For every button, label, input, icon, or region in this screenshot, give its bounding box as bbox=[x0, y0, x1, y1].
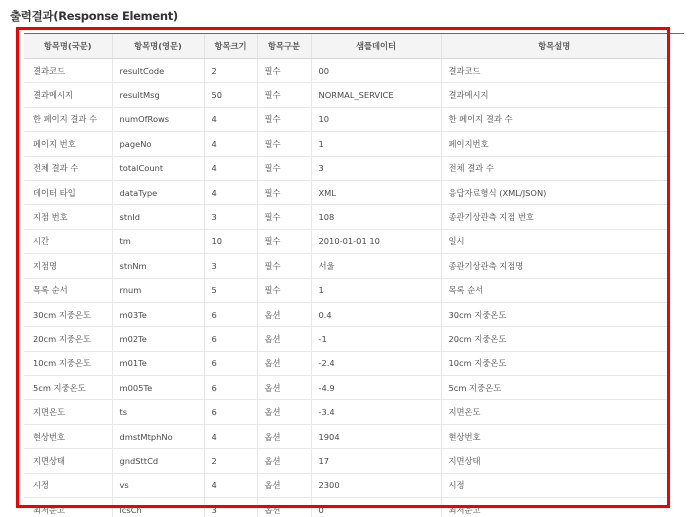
cell-type: 필수 bbox=[257, 132, 311, 156]
cell-type: 필수 bbox=[257, 180, 311, 204]
cell-type: 옵션 bbox=[257, 424, 311, 448]
table-row bbox=[24, 351, 667, 375]
cell-sample: 2300 bbox=[311, 473, 441, 497]
cell-size: 6 bbox=[204, 376, 257, 400]
cell-size: 5 bbox=[204, 278, 257, 302]
table-row bbox=[24, 473, 667, 497]
cell-type: 필수 bbox=[257, 83, 311, 107]
cell-sample: 0 bbox=[311, 498, 441, 517]
cell-type: 옵션 bbox=[257, 351, 311, 375]
cell-name-ko: 시정 bbox=[24, 473, 112, 497]
cell-type: 옵션 bbox=[257, 473, 311, 497]
cell-name-ko: 지면상태 bbox=[24, 449, 112, 473]
cell-type: 옵션 bbox=[257, 376, 311, 400]
cell-type: 필수 bbox=[257, 205, 311, 229]
cell-type: 옵션 bbox=[257, 400, 311, 424]
cell-name-ko: 5cm 지중온도 bbox=[24, 376, 112, 400]
cell-name-ko: 지면온도 bbox=[24, 400, 112, 424]
cell-name-ko: 페이지 번호 bbox=[24, 132, 112, 156]
cell-description: 전체 결과 수 bbox=[441, 156, 667, 180]
table-body bbox=[24, 59, 667, 517]
cell-name-ko: 최저운고 bbox=[24, 498, 112, 517]
cell-name-ko: 한 페이지 결과 수 bbox=[24, 107, 112, 131]
cell-sample: XML bbox=[311, 180, 441, 204]
cell-sample: -4.9 bbox=[311, 376, 441, 400]
cell-size: 2 bbox=[204, 59, 257, 83]
cell-name-en: m01Te bbox=[112, 351, 204, 375]
header-size: 항목크기 bbox=[204, 34, 257, 59]
cell-size: 6 bbox=[204, 400, 257, 424]
cell-sample: 서울 bbox=[311, 254, 441, 278]
table-row bbox=[24, 156, 667, 180]
cell-sample: -3.4 bbox=[311, 400, 441, 424]
cell-description: 목록 순서 bbox=[441, 278, 667, 302]
cell-name-en: m03Te bbox=[112, 302, 204, 326]
cell-description: 20cm 지중온도 bbox=[441, 327, 667, 351]
cell-sample: 1 bbox=[311, 132, 441, 156]
table-row bbox=[24, 83, 667, 107]
cell-description: 결과메시지 bbox=[441, 83, 667, 107]
cell-name-ko: 전체 결과 수 bbox=[24, 156, 112, 180]
cell-sample: 3 bbox=[311, 156, 441, 180]
cell-size: 4 bbox=[204, 107, 257, 131]
table-row bbox=[24, 376, 667, 400]
header-description: 항목설명 bbox=[441, 34, 667, 59]
cell-name-en: m02Te bbox=[112, 327, 204, 351]
cell-size: 4 bbox=[204, 132, 257, 156]
response-element-table bbox=[24, 34, 667, 517]
cell-description: 종관기상관측 지점 번호 bbox=[441, 205, 667, 229]
cell-name-ko: 결과메시지 bbox=[24, 83, 112, 107]
cell-description: 한 페이지 결과 수 bbox=[441, 107, 667, 131]
cell-name-en: stnNm bbox=[112, 254, 204, 278]
cell-description: 일시 bbox=[441, 229, 667, 253]
cell-name-en: pageNo bbox=[112, 132, 204, 156]
cell-name-en: gndSttCd bbox=[112, 449, 204, 473]
cell-size: 6 bbox=[204, 302, 257, 326]
cell-sample: 1 bbox=[311, 278, 441, 302]
header-name-en: 항목명(영문) bbox=[112, 34, 204, 59]
header-sample: 샘플데이터 bbox=[311, 34, 441, 59]
cell-size: 10 bbox=[204, 229, 257, 253]
cell-name-en: ts bbox=[112, 400, 204, 424]
cell-type: 옵션 bbox=[257, 449, 311, 473]
cell-sample: 10 bbox=[311, 107, 441, 131]
cell-size: 6 bbox=[204, 327, 257, 351]
table-row bbox=[24, 327, 667, 351]
table-row bbox=[24, 59, 667, 83]
cell-name-ko: 지점명 bbox=[24, 254, 112, 278]
cell-name-en: vs bbox=[112, 473, 204, 497]
cell-type: 필수 bbox=[257, 59, 311, 83]
cell-name-en: m005Te bbox=[112, 376, 204, 400]
cell-sample: 108 bbox=[311, 205, 441, 229]
cell-name-ko: 목록 순서 bbox=[24, 278, 112, 302]
cell-name-ko: 30cm 지중온도 bbox=[24, 302, 112, 326]
cell-description: 지면온도 bbox=[441, 400, 667, 424]
cell-name-ko: 현상번호 bbox=[24, 424, 112, 448]
cell-name-ko: 데이터 타입 bbox=[24, 180, 112, 204]
table-row bbox=[24, 302, 667, 326]
cell-sample: 2010-01-01 10 bbox=[311, 229, 441, 253]
table-row bbox=[24, 449, 667, 473]
cell-name-ko: 시간 bbox=[24, 229, 112, 253]
table-row bbox=[24, 180, 667, 204]
cell-description: 시정 bbox=[441, 473, 667, 497]
cell-type: 필수 bbox=[257, 254, 311, 278]
cell-size: 50 bbox=[204, 83, 257, 107]
cell-description: 응답자료형식 (XML/JSON) bbox=[441, 180, 667, 204]
table-header-row bbox=[24, 34, 667, 59]
cell-size: 3 bbox=[204, 254, 257, 278]
cell-size: 3 bbox=[204, 498, 257, 517]
cell-name-ko: 지점 번호 bbox=[24, 205, 112, 229]
table-row bbox=[24, 132, 667, 156]
cell-sample: 1904 bbox=[311, 424, 441, 448]
cell-sample: -1 bbox=[311, 327, 441, 351]
cell-description: 30cm 지중온도 bbox=[441, 302, 667, 326]
cell-sample: 00 bbox=[311, 59, 441, 83]
cell-description: 종관기상관측 지점명 bbox=[441, 254, 667, 278]
cell-size: 4 bbox=[204, 180, 257, 204]
table-row bbox=[24, 107, 667, 131]
table-row bbox=[24, 278, 667, 302]
section-title: 출력결과(Response Element) bbox=[10, 9, 178, 23]
table-row bbox=[24, 400, 667, 424]
cell-size: 4 bbox=[204, 424, 257, 448]
cell-name-en: dataType bbox=[112, 180, 204, 204]
table-row bbox=[24, 254, 667, 278]
cell-type: 필수 bbox=[257, 229, 311, 253]
cell-type: 필수 bbox=[257, 156, 311, 180]
cell-name-en: resultCode bbox=[112, 59, 204, 83]
cell-sample: 17 bbox=[311, 449, 441, 473]
response-element-table-container bbox=[24, 34, 667, 517]
cell-description: 페이지번호 bbox=[441, 132, 667, 156]
cell-type: 옵션 bbox=[257, 327, 311, 351]
cell-name-en: resultMsg bbox=[112, 83, 204, 107]
cell-description: 5cm 지중온도 bbox=[441, 376, 667, 400]
cell-description: 결과코드 bbox=[441, 59, 667, 83]
cell-name-en: lcsCh bbox=[112, 498, 204, 517]
cell-size: 2 bbox=[204, 449, 257, 473]
cell-sample: NORMAL_SERVICE bbox=[311, 83, 441, 107]
cell-size: 4 bbox=[204, 473, 257, 497]
cell-sample: -2.4 bbox=[311, 351, 441, 375]
cell-name-en: dmstMtphNo bbox=[112, 424, 204, 448]
table-row bbox=[24, 205, 667, 229]
cell-size: 3 bbox=[204, 205, 257, 229]
cell-name-en: tm bbox=[112, 229, 204, 253]
table-row bbox=[24, 498, 667, 517]
table-row bbox=[24, 424, 667, 448]
cell-description: 지면상태 bbox=[441, 449, 667, 473]
cell-size: 6 bbox=[204, 351, 257, 375]
cell-name-ko: 10cm 지중온도 bbox=[24, 351, 112, 375]
cell-type: 옵션 bbox=[257, 498, 311, 517]
table-row bbox=[24, 229, 667, 253]
cell-description: 현상번호 bbox=[441, 424, 667, 448]
cell-description: 최저운고 bbox=[441, 498, 667, 517]
cell-name-en: stnId bbox=[112, 205, 204, 229]
cell-type: 옵션 bbox=[257, 302, 311, 326]
cell-name-ko: 20cm 지중온도 bbox=[24, 327, 112, 351]
cell-type: 필수 bbox=[257, 278, 311, 302]
cell-name-en: numOfRows bbox=[112, 107, 204, 131]
cell-sample: 0.4 bbox=[311, 302, 441, 326]
cell-name-en: rnum bbox=[112, 278, 204, 302]
cell-name-ko: 결과코드 bbox=[24, 59, 112, 83]
header-name-ko: 항목명(국문) bbox=[24, 34, 112, 59]
cell-size: 4 bbox=[204, 156, 257, 180]
cell-name-en: totalCount bbox=[112, 156, 204, 180]
cell-description: 10cm 지중온도 bbox=[441, 351, 667, 375]
cell-type: 필수 bbox=[257, 107, 311, 131]
header-type: 항목구분 bbox=[257, 34, 311, 59]
